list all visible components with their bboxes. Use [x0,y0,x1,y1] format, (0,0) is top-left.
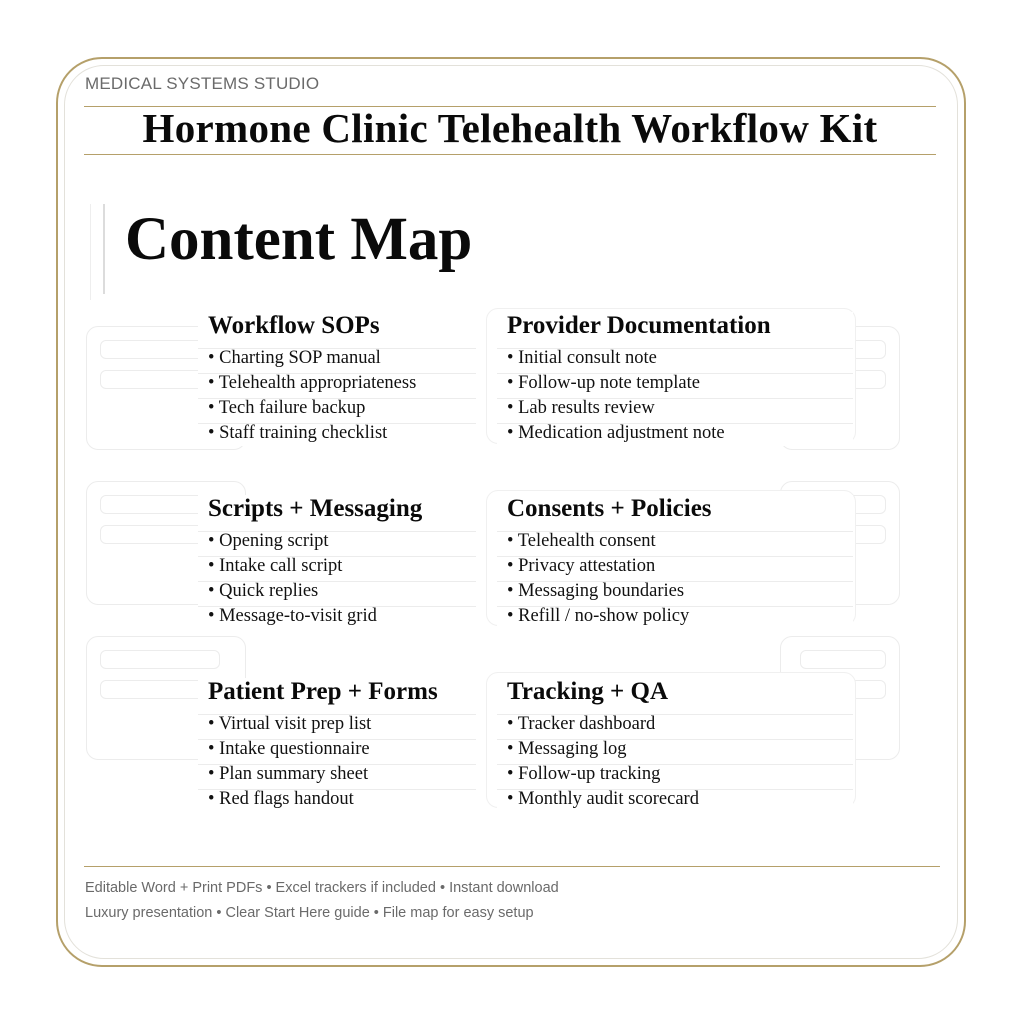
card-item: • Staff training checklist [208,423,388,443]
card-heading: Scripts + Messaging [208,495,423,522]
ghost-line [800,650,886,669]
card-heading: Tracking + QA [507,678,669,705]
content-card-scripts-messaging [198,495,476,629]
card-item: • Initial consult note [507,348,657,368]
card-item: • Charting SOP manual [208,348,381,368]
card-item: • Virtual visit prep list [208,714,372,734]
content-card-patient-prep-forms [198,678,476,812]
footer-line-1: Editable Word + Print PDFs • Excel trackers if included • Instant download [85,880,559,896]
section-accent-faint [90,204,91,300]
card-item: • Plan summary sheet [208,764,369,784]
header-bottom-rule [84,154,936,155]
card-item: • Follow-up note template [507,373,700,393]
card-item: • Opening script [208,531,329,551]
card-item: • Quick replies [208,581,319,601]
page-title: Hormone Clinic Telehealth Workflow Kit [142,105,878,151]
card-item: • Follow-up tracking [507,764,661,784]
card-heading: Workflow SOPs [208,312,380,339]
card-item: • Tech failure backup [208,398,366,418]
card-item: • Message-to-visit grid [208,606,377,626]
card-item: • Monthly audit scorecard [507,789,699,809]
content-card-tracking-qa [497,678,853,812]
card-item: • Telehealth appropriateness [208,373,417,393]
card-item: • Intake questionnaire [208,739,370,759]
card-item: • Intake call script [208,556,343,576]
card-item: • Messaging boundaries [507,581,685,601]
card-item: • Refill / no-show policy [507,606,690,626]
card-item: • Privacy attestation [507,556,656,576]
card-item: • Tracker dashboard [507,714,656,734]
content-card-workflow-sops [198,312,476,446]
card-heading: Patient Prep + Forms [208,678,438,705]
studio-label: MEDICAL SYSTEMS STUDIO [85,74,320,93]
card-item: • Red flags handout [208,789,354,809]
footer-rule [84,866,940,867]
card-item: • Messaging log [507,739,627,759]
content-card-provider-documentation [497,312,853,446]
card-heading: Provider Documentation [507,312,771,339]
section-accent-bar [103,204,105,294]
ghost-line [100,650,220,669]
content-card-consents-policies [497,495,853,629]
card-item: • Telehealth consent [507,531,656,551]
card-item: • Lab results review [507,398,655,418]
card-item: • Medication adjustment note [507,423,725,443]
section-title: Content Map [125,206,473,273]
footer-line-2: Luxury presentation • Clear Start Here guide • File map for easy setup [85,905,534,921]
card-heading: Consents + Policies [507,495,712,522]
